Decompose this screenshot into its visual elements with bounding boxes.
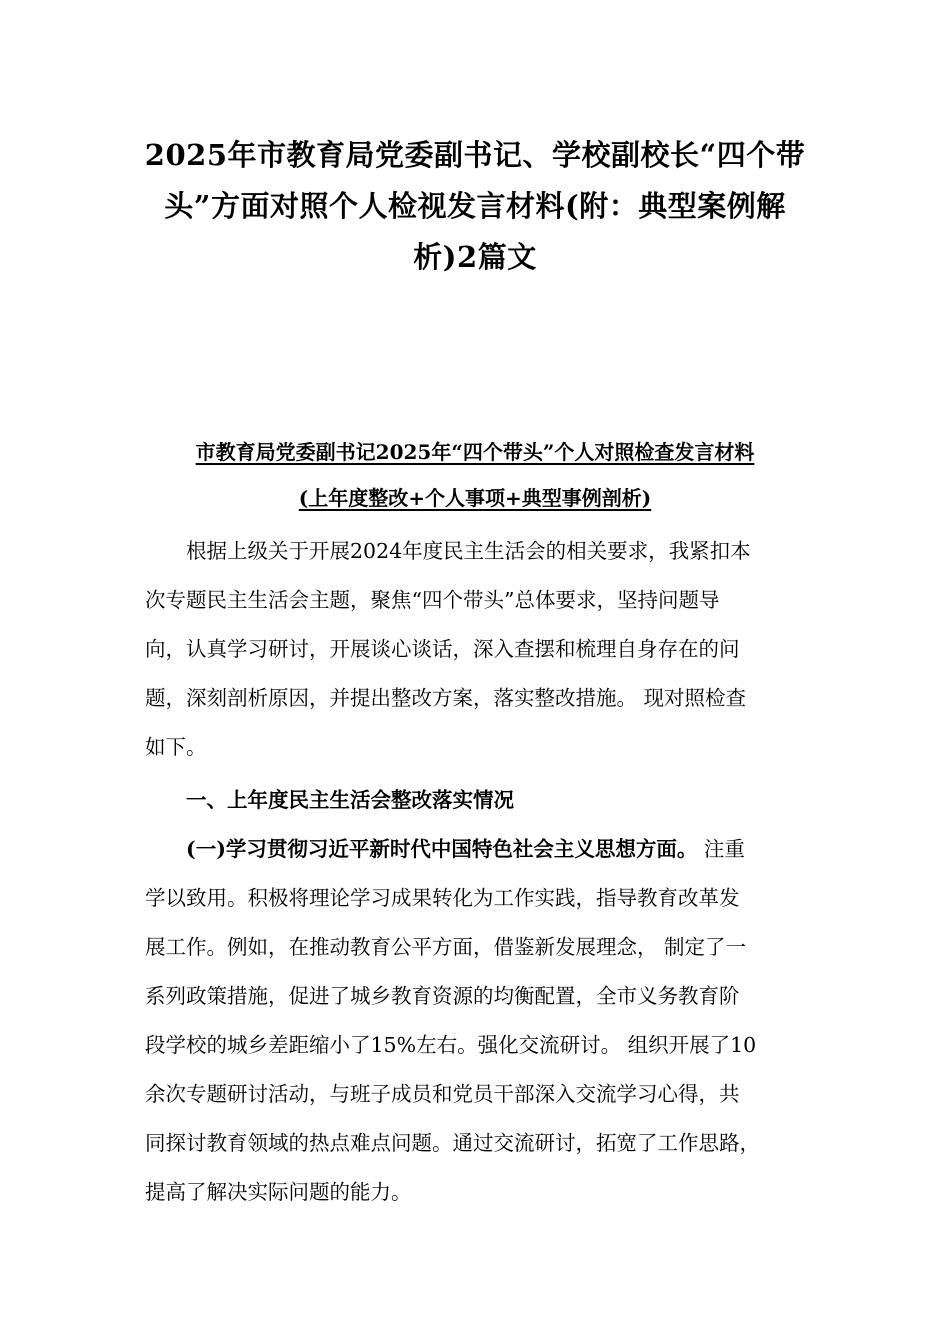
section-1-line-6: 同探讨教育领域的热点难点问题。通过交流研讨，拓宽了工作思路， (145, 1131, 760, 1155)
section-1-lead-rest: 注重 (697, 837, 745, 861)
title-line-1: 2025年市教育局党委副书记、学校副校长“四个带 (144, 138, 806, 172)
section-1-line-2: 展工作。例如，在推动教育公平方面，借鉴新发展理念， 制定了一 (145, 935, 747, 959)
section-1-line-1: 学以致用。积极将理论学习成果转化为工作实践，指导教育改革发 (145, 886, 740, 910)
section-1-lead-line (145, 825, 810, 874)
subtitle-line-2: (上年度整改+个人事项+典型事例剖析) (298, 486, 652, 510)
document-title (130, 130, 820, 283)
intro-line-1: 根据上级关于开展2024年度民主生活会的相关要求，我紧扣本 (186, 539, 751, 563)
section-1-line-4: 段学校的城乡差距缩小了15%左右。强化交流研讨。 组织开展了10 (145, 1033, 757, 1057)
section-1-paragraph (145, 825, 810, 1217)
intro-line-5: 如下。 (145, 735, 207, 759)
subtitle-line-1: 市教育局党委副书记2025年“四个带头”个人对照检查发言材料 (195, 440, 755, 464)
section-heading-1: 一、上年度民主生活会整改落实情况 (186, 788, 514, 812)
section-1-line-3: 系列政策措施，促进了城乡教育资源的均衡配置，全市义务教育阶 (145, 984, 740, 1008)
title-line-2: 头”方面对照个人检视发言材料(附：典型案例解 (164, 189, 786, 223)
section-1-lead-bold: (一)学习贯彻习近平新时代中国特色社会主义思想方面。 (186, 837, 698, 861)
intro-line-2: 次专题民主生活会主题，聚焦“四个带头”总体要求，坚持问题导 (145, 588, 720, 612)
section-1-line-7: 提高了解决实际问题的能力。 (145, 1180, 412, 1204)
intro-line-3: 向，认真学习研讨，开展谈心谈话，深入查摆和梳理自身存在的问 (145, 637, 740, 661)
intro-paragraph (145, 527, 810, 772)
section-1-line-5: 余次专题研讨活动，与班子成员和党员干部深入交流学习心得，共 (145, 1082, 740, 1106)
title-line-3: 析)2篇文 (413, 240, 537, 274)
intro-line-4: 题，深刻剖析原因，并提出整改方案，落实整改措施。 现对照检查 (145, 686, 747, 710)
